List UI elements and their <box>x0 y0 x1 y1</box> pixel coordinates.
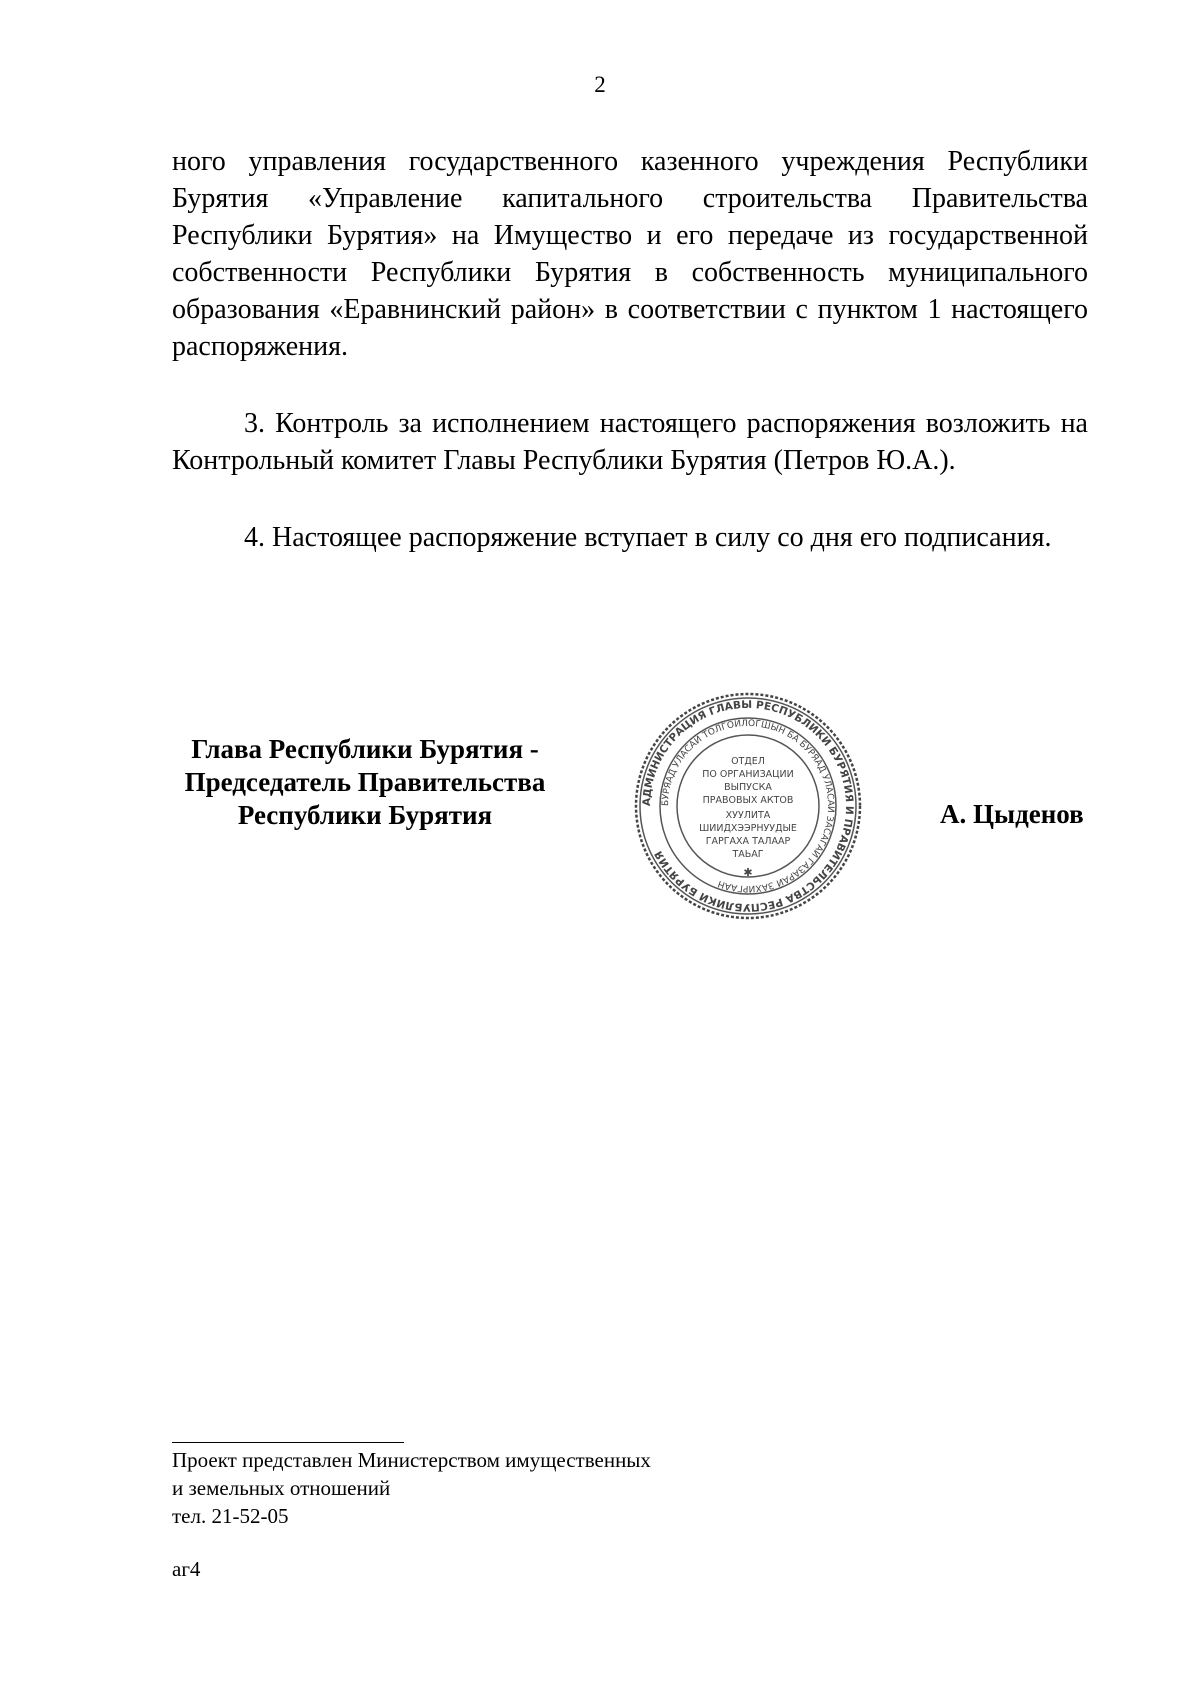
signatory-name: А. Цыденов <box>940 799 1084 829</box>
stamp-center-line: ВЫПУСКА <box>724 782 772 793</box>
footnote-divider <box>172 1442 404 1443</box>
signatory-title-line: Председатель Правительства <box>184 767 546 797</box>
footnote-line: тел. 21-52-05 <box>172 1504 289 1528</box>
stamp-star-icon: ✱ <box>743 866 753 879</box>
footnote-line: и земельных отношений <box>172 1476 391 1500</box>
stamp-center-line: ТАЬАГ <box>732 849 764 860</box>
footnote-line: Проект представлен Министерством имущественных <box>172 1448 651 1472</box>
page-number: 2 <box>594 72 606 97</box>
stamp-center-line: ШИИДХЭЭРНУУДЫЕ <box>699 823 797 834</box>
stamp-outer-ring-text: АДМИНИСТРАЦИЯ ГЛАВЫ РЕСПУБЛИКИ БУРЯТИЯ И ПРАВИТЕЛЬСТВА РЕСПУБЛИКИ БУРЯТИЯ <box>640 698 856 914</box>
stamp-center-line: ОТДЕЛ <box>731 756 765 767</box>
signatory-title-line: Республики Бурятия <box>237 800 493 830</box>
official-stamp <box>632 690 864 922</box>
stamp-inner-ring-text: БУРЯАД УЛАСАЙ ТОЛГОЙЛОГШЫН БА БУРЯАД УЛАСАЙ ЗАСАГАЙ ГАЗАРАЙ ЗАХИРГААН <box>660 718 836 894</box>
paragraph-3: 3. Контроль за исполнением настоящего распоряжения возложить на Контрольный комитет Главы Республики Бурятия (Петров Ю.А.). <box>172 408 1088 476</box>
paragraph-4: 4. Настоящее распоряжение вступает в силу со дня его подписания. <box>244 522 1052 553</box>
stamp-center-line: ХУУЛИТА <box>725 810 771 821</box>
paragraph-continued: ного управления государственного казенного учреждения Республики Бурятия «Управление капитального строительства Правительства Республики Бурятия» на Имущество и его передаче из государственной собственности Республики Бурятия в собственность муниципального образования «Еравнинский район» в соответствии с пунктом 1 настоящего распоряжения. <box>172 146 1088 362</box>
document-code: аг4 <box>172 1557 201 1581</box>
signatory-title-line: Глава Республики Бурятия - <box>191 734 539 764</box>
stamp-center-line: ПРАВОВЫХ АКТОВ <box>702 795 794 806</box>
footnote <box>172 1446 651 1530</box>
stamp-center-line: ПО ОРГАНИЗАЦИИ <box>702 769 794 780</box>
signatory-title <box>160 733 570 832</box>
stamp-center-line: ГАРГАХА ТАЛААР <box>705 836 791 847</box>
